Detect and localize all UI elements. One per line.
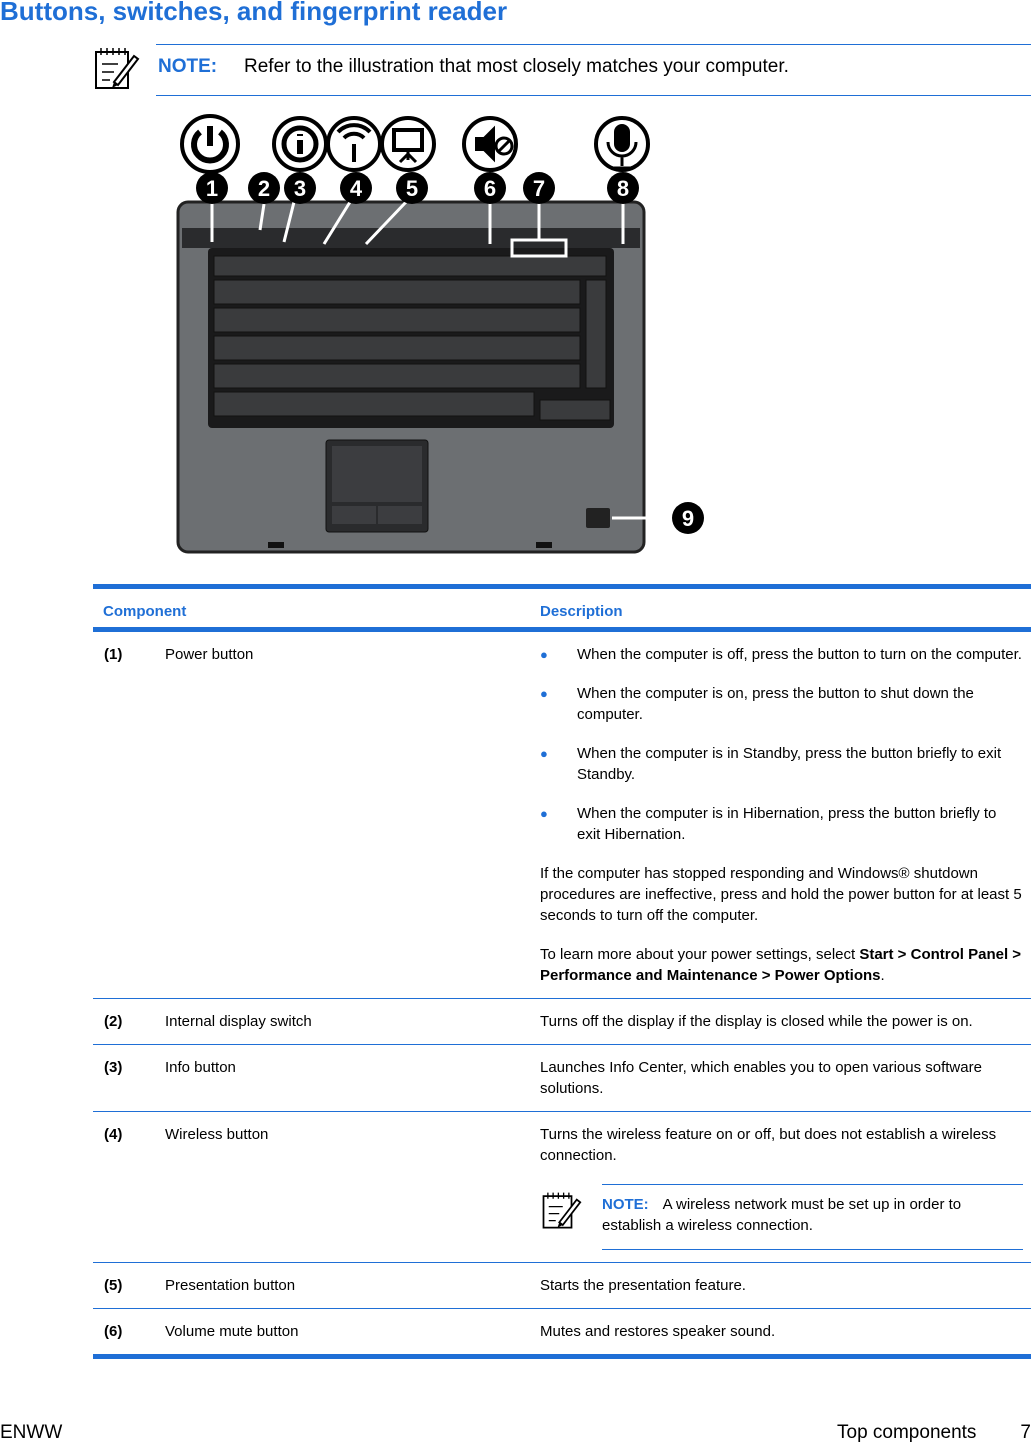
microphone-icon [596, 118, 648, 170]
table-row [93, 1309, 1031, 1354]
callout-1 [196, 172, 228, 204]
component-name: Power button [165, 646, 254, 663]
wireless-icon [328, 118, 380, 170]
power-icon [182, 116, 238, 172]
description-text: Turns the wireless feature on or off, but does not establish a wireless connection. [540, 1126, 997, 1164]
bullet-icon: ● [540, 686, 548, 701]
footer-right [793, 1422, 1031, 1444]
list-item: ● When the computer is off, press the button to turn on the computer. [540, 646, 1022, 663]
list-item: ● When the computer is in Standby, press the button briefly to exit Standby. [540, 745, 1002, 783]
svg-text:2: 2 [257, 176, 271, 201]
svg-text:9: 9 [681, 506, 695, 531]
note-label: NOTE: [158, 56, 218, 77]
presentation-icon [382, 118, 434, 170]
table-row [93, 999, 1031, 1045]
callout-6 [474, 172, 506, 204]
page-number: 7 [1020, 1422, 1031, 1443]
svg-text:5: 5 [405, 176, 419, 201]
note-label: NOTE: [602, 1196, 649, 1213]
component-name: Internal display switch [165, 1013, 312, 1030]
footer-left: ENWW [0, 1422, 63, 1443]
note-text: A wireless network must be set up in order to establish a wireless connection. [602, 1196, 962, 1234]
svg-text:6: 6 [483, 176, 497, 201]
mute-icon [464, 118, 516, 170]
page-title: Buttons, switches, and fingerprint reader [0, 0, 508, 26]
wireless-note [540, 1184, 1023, 1250]
description-text: Launches Info Center, which enables you to open various software solutions. [540, 1059, 982, 1097]
info-icon [274, 118, 326, 170]
note-icon [540, 1190, 582, 1232]
row-number: (1) [104, 646, 123, 663]
callout-4 [340, 172, 372, 204]
components-table [93, 584, 1031, 1359]
table-header [93, 589, 1031, 627]
description-text: Turns off the display if the display is closed while the power is on. [540, 1013, 973, 1030]
description-text: To learn more about your power settings, select Start > Control Panel > Performance and Maintenance > Power Options. [540, 946, 1022, 984]
component-name: Presentation button [165, 1277, 296, 1294]
bullet-icon: ● [540, 746, 548, 761]
component-name: Volume mute button [165, 1323, 299, 1340]
keyboard-illustration [170, 110, 710, 560]
svg-text:1: 1 [205, 176, 219, 201]
header-component: Component [103, 603, 187, 620]
description-text: Starts the presentation feature. [540, 1277, 746, 1294]
callout-5 [396, 172, 428, 204]
footer-section: Top components [837, 1422, 977, 1443]
row-number: (4) [104, 1126, 123, 1143]
note-text: Refer to the illustration that most closely matches your computer. [244, 56, 789, 77]
row-number: (2) [104, 1013, 123, 1030]
bullet-icon: ● [540, 647, 548, 662]
table-row [93, 1045, 1031, 1112]
list-item: ● When the computer is in Hibernation, press the button briefly to exit Hibernation. [540, 805, 997, 843]
description-text: If the computer has stopped responding and Windows® shutdown procedures are ineffective, press and hold the power button for at least 5 seconds to turn off the computer. [540, 865, 1022, 924]
callout-8 [607, 172, 639, 204]
row-number: (6) [104, 1323, 123, 1340]
table-row [93, 1112, 1031, 1263]
callout-7 [523, 172, 555, 204]
note-icon [92, 46, 140, 92]
header-description: Description [540, 603, 623, 620]
bullet-icon: ● [540, 806, 548, 821]
component-name: Wireless button [165, 1126, 269, 1143]
callout-9 [672, 502, 704, 534]
row-number: (5) [104, 1277, 123, 1294]
svg-text:4: 4 [349, 176, 363, 201]
note-block [92, 44, 1031, 96]
list-item: ● When the computer is on, press the button to shut down the computer. [540, 685, 974, 723]
row-number: (3) [104, 1059, 123, 1076]
table-row [93, 1263, 1031, 1309]
svg-text:7: 7 [532, 176, 546, 201]
component-name: Info button [165, 1059, 236, 1076]
description-text: Mutes and restores speaker sound. [540, 1323, 776, 1340]
table-row [93, 632, 1031, 999]
svg-text:3: 3 [293, 176, 307, 201]
svg-text:8: 8 [616, 176, 630, 201]
callout-3 [284, 172, 316, 204]
callout-2 [248, 172, 280, 204]
